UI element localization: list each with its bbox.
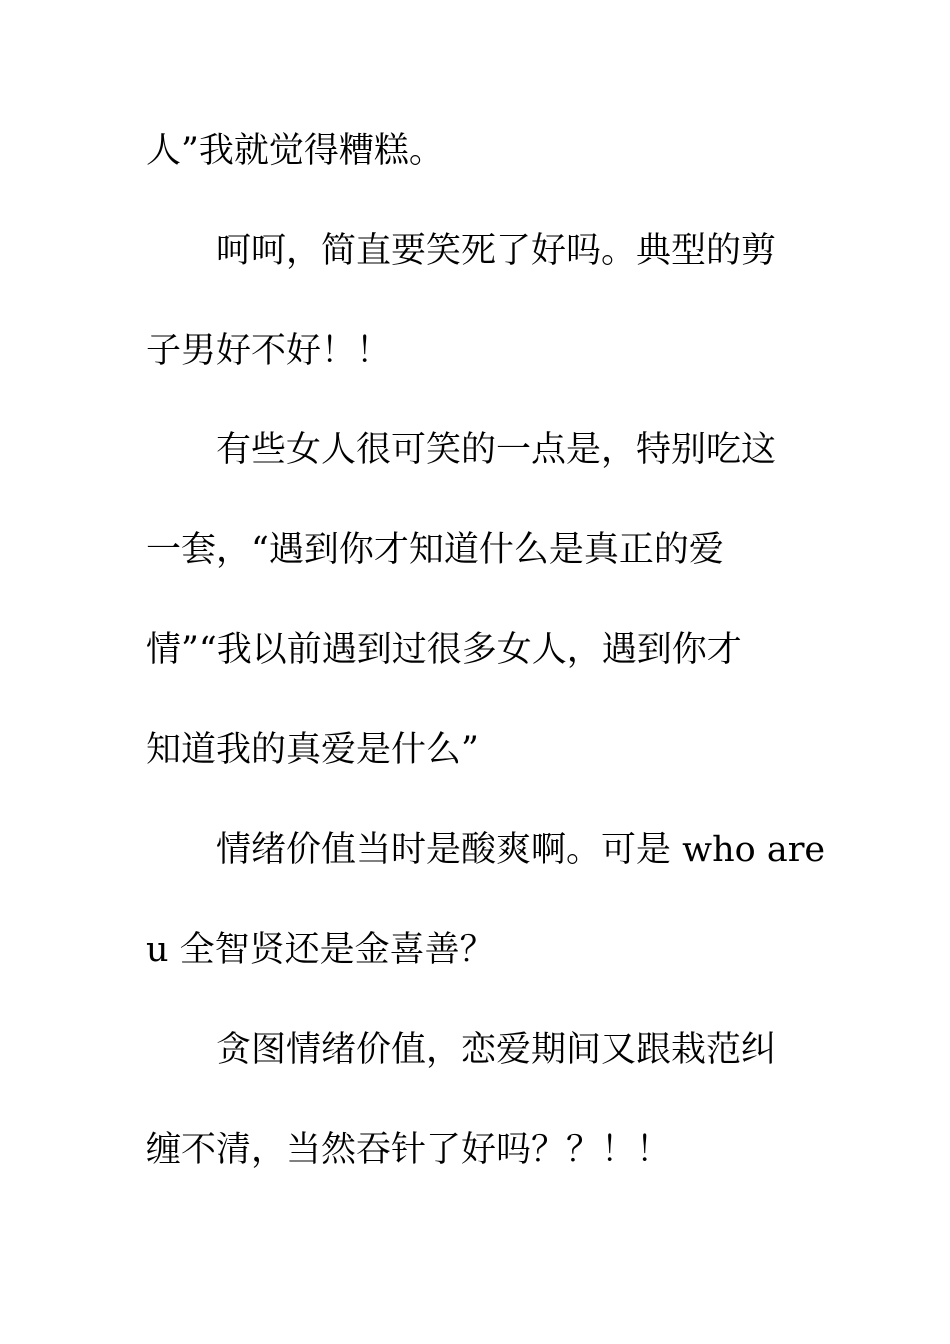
text-line: 呵呵，简直要笑死了好吗。典型的剪 [216, 231, 777, 271]
text-line: 情绪价值当时是酸爽啊。可是 who are [216, 830, 826, 870]
text-line: 一套，“遇到你才知道什么是真正的爱 [146, 530, 724, 570]
text-line: 有些女人很可笑的一点是，特别吃这 [216, 430, 777, 470]
text-line: 缠不清，当然吞针了好吗？？！！ [146, 1130, 672, 1170]
text-line: 知道我的真爱是什么” [146, 730, 479, 770]
text-line: 人”我就觉得糟糕。 [146, 131, 444, 171]
text-line: 情”“我以前遇到过很多女人，遇到你才 [146, 630, 742, 670]
text-line: 子男好不好！！ [146, 331, 392, 371]
text-line: u 全智贤还是金喜善？ [146, 930, 495, 970]
text-line: 贪图情绪价值，恋爱期间又跟栽范纠 [216, 1030, 777, 1070]
